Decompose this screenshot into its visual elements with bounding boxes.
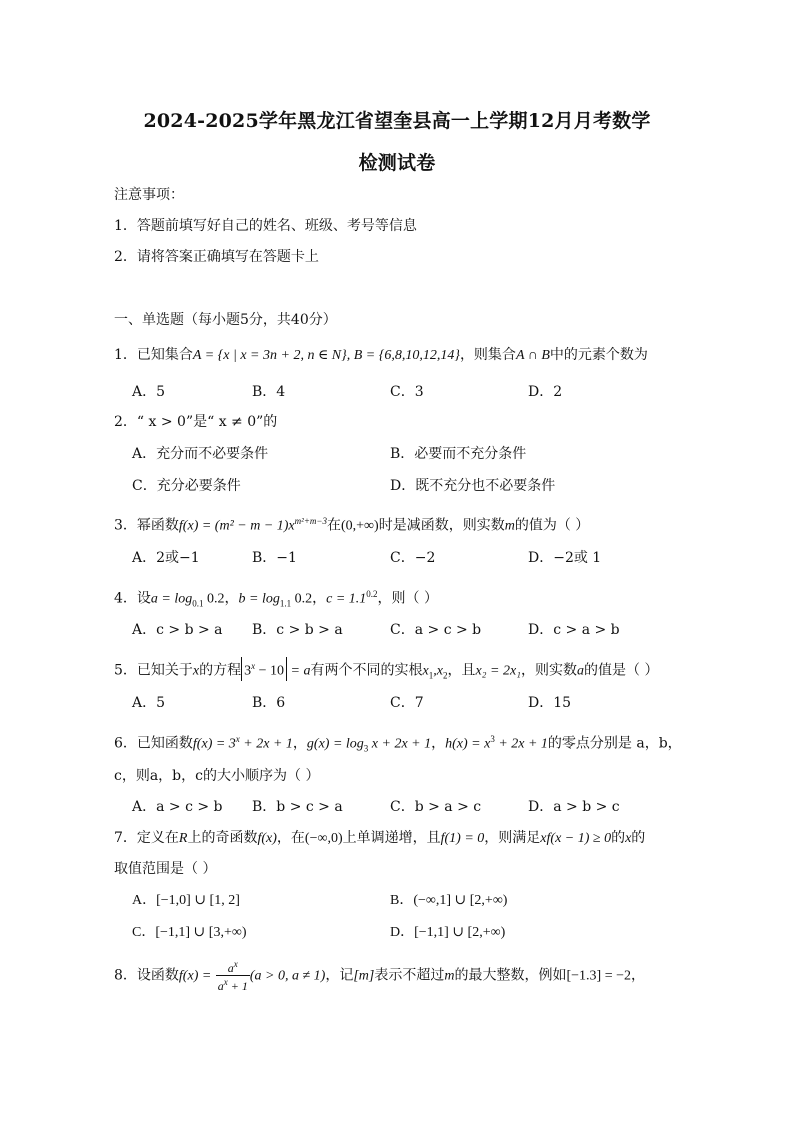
q3-option-c[interactable]: C．−2: [390, 550, 436, 566]
q2-option-c[interactable]: C．充分必要条件: [132, 478, 241, 494]
q7-option-d[interactable]: D．[−1,1] ∪ [2,+∞): [390, 925, 506, 940]
q1-option-d[interactable]: D．2: [528, 384, 563, 400]
q2-option-b[interactable]: B．必要而不充分条件: [390, 446, 527, 462]
q4-option-c[interactable]: C．a > c > b: [390, 622, 482, 638]
question-1: 1．已知集合A = {x | x = 3n + 2, n ∈ N}, B = {6,8,10,12,14}，则集合A ∩ B中的元素个数为: [114, 347, 648, 363]
question-3: 3．幂函数$f(x) = (m^2 - m - 1)x^{m^2+m-3}$在(0,+∞)时是减函数，则实数m的值为（ ）: [114, 516, 590, 534]
q1-sets: A = {x | x = 3n + 2, n ∈ N}, B = {6,8,10,12,14}: [192, 348, 460, 363]
q5-option-a[interactable]: A．5: [132, 695, 166, 711]
question-6: 6．已知函数$f(x) = 3^x + 2x + 1$，$g(x) = \log_3 x + 2x + 1$，$h(x) = x^3 + 2x + 1$的零点分别是 a，b，: [114, 734, 682, 754]
q2-option-d[interactable]: D．既不充分也不必要条件: [390, 478, 556, 494]
q2-option-a[interactable]: A．充分而不必要条件: [132, 446, 269, 462]
q7-option-c[interactable]: C．[−1,1] ∪ [3,+∞): [132, 925, 247, 940]
q6-option-c[interactable]: C．b > a > c: [390, 799, 482, 815]
section1-heading: 一、单选题（每小题5分，共40分）: [114, 312, 337, 328]
question-6-line2: c，则a，b，c的大小顺序为（ ）: [114, 768, 320, 784]
exam-title-line1: 2024-2025学年黑龙江省望奎县高一上学期12月月考数学: [143, 110, 651, 132]
q3-option-a[interactable]: A．2或−1: [132, 550, 200, 566]
notes-heading: 注意事项：: [114, 187, 184, 203]
exam-title-line2: 检测试卷: [358, 152, 436, 174]
q5-option-c[interactable]: C．7: [390, 695, 424, 711]
q1-option-a[interactable]: A．5: [132, 384, 166, 400]
q4-option-a[interactable]: A．c > b > a: [132, 622, 223, 638]
question-2: 2．“ x > 0”是“ x ≠ 0”的: [114, 414, 278, 430]
q5-absolute-value: $3^x - 10$: [241, 657, 287, 681]
q1-option-b[interactable]: B．4: [252, 384, 286, 400]
q3-option-b[interactable]: B．−1: [252, 550, 297, 566]
q7-option-a[interactable]: A．[−1,0] ∪ [1, 2]: [132, 893, 240, 908]
q3-option-d[interactable]: D．−2或 1: [528, 550, 602, 566]
question-8: 8．设函数f(x) = $\frac{a^x}{a^x + 1}$ (a > 0, a ≠ 1)，记[m]表示不超过m的最大整数，例如[−1.3] = −2，: [114, 959, 645, 993]
question-4: 4．设$a = \log_{0.1} 0.2$，$b = \log_{1.1} 0.2$，$c = 1.1^{0.2}$，则（ ）: [114, 589, 438, 609]
note-item-2: 2．请将答案正确填写在答题卡上: [114, 249, 319, 265]
q7-option-b[interactable]: B．(−∞,1] ∪ [2,+∞): [390, 893, 508, 908]
q8-fraction: $\frac{a^x}{a^x + 1}$: [217, 959, 248, 993]
question-7: 7．定义在R上的奇函数f(x)，在(−∞,0)上单调递增，且f(1) = 0，则满足xf(x − 1) ≥ 0的x的: [114, 830, 646, 846]
q1-option-c[interactable]: C．3: [390, 384, 424, 400]
q6-option-b[interactable]: B．b > c > a: [252, 799, 343, 815]
q4-option-d[interactable]: D．c > a > b: [528, 622, 620, 638]
q6-option-a[interactable]: A．a > c > b: [132, 799, 223, 815]
question-7-line2: 取值范围是（ ）: [114, 861, 217, 877]
question-5: 5．已知关于x的方程 $3^x - 10 = a$有两个不同的实根$x_1,x_2$，且x₂ = 2x₁，则实数a的值是（ ）: [114, 657, 659, 684]
note-item-1: 1．答题前填写好自己的姓名、班级、考号等信息: [114, 218, 417, 234]
q5-option-d[interactable]: D．15: [528, 695, 572, 711]
q6-option-d[interactable]: D．a > b > c: [528, 799, 620, 815]
q4-option-b[interactable]: B．c > b > a: [252, 622, 343, 638]
q5-option-b[interactable]: B．6: [252, 695, 286, 711]
